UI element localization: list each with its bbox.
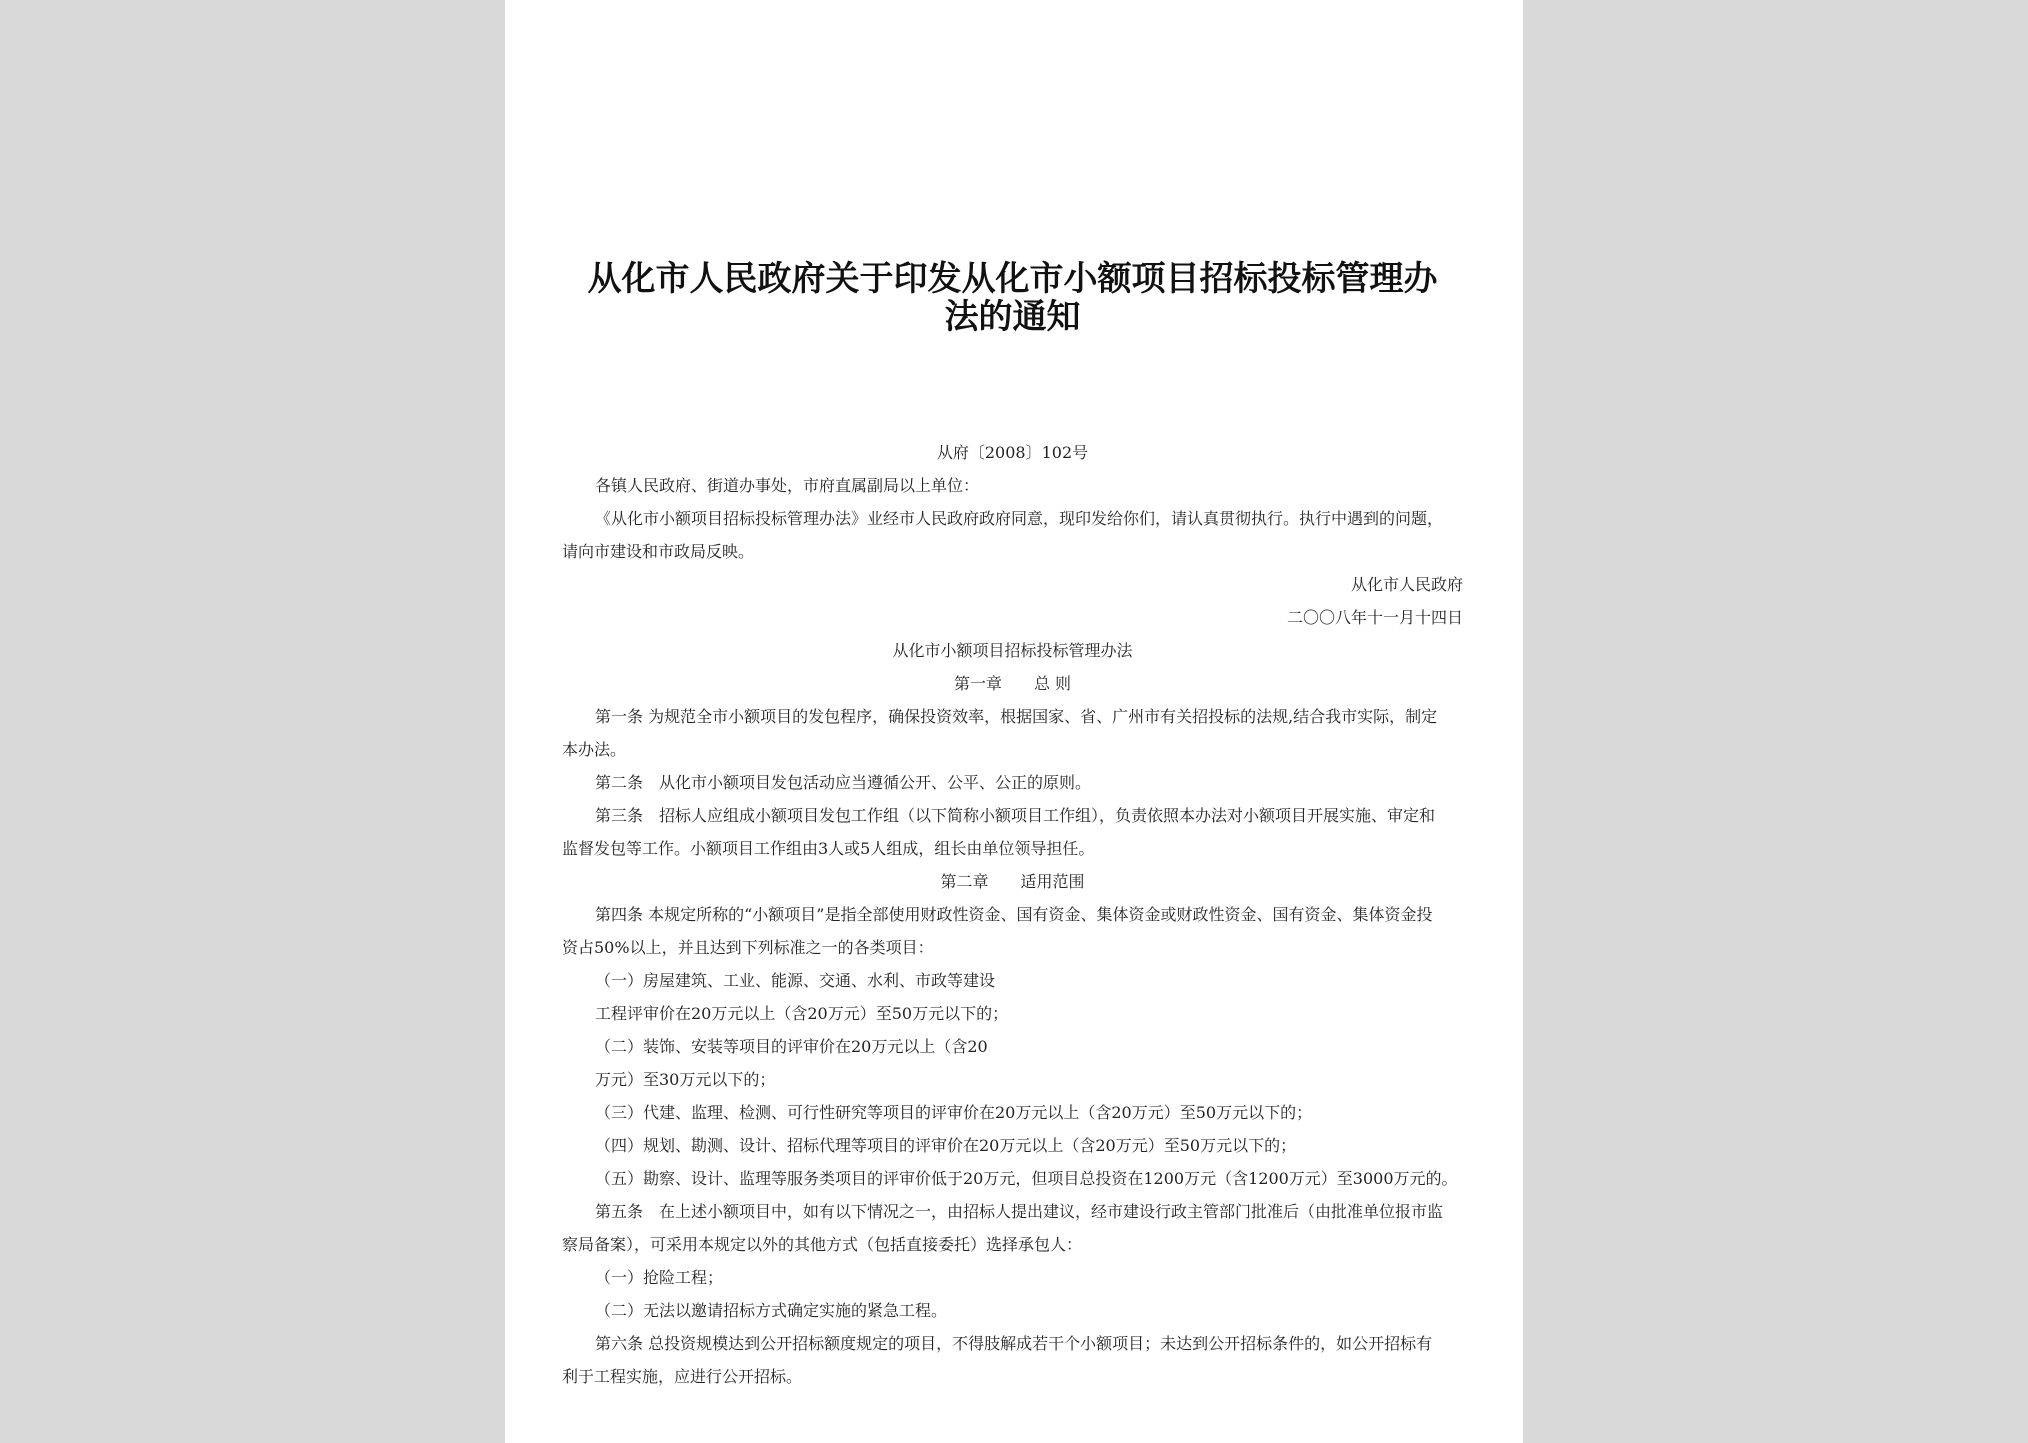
article-line: 第四条 本规定所称的“小额项目”是指全部使用财政性资金、国有资金、集体资金或财政性资金、国有资金、集体资金投 [595,905,1433,924]
document-number: 从府〔2008〕102号 [936,443,1089,462]
document-page [505,0,1523,1443]
list-item: 万元）至30万元以下的； [595,1070,776,1089]
issue-date: 二〇〇八年十一月十四日 [1286,608,1463,627]
article-line: 第三条 招标人应组成小额项目发包工作组（以下简称小额项目工作组），负责依照本办法对小额项目开展实施、审定和 [595,806,1436,825]
body-paragraph-line: 《从化市小额项目招标投标管理办法》业经市人民政府政府同意，现印发给你们，请认真贯彻执行。执行中遇到的问题， [595,509,1444,528]
article-line: 资占50%以上，并且达到下列标准之一的各类项目： [562,938,934,957]
article-line: 利于工程实施，应进行公开招标。 [562,1367,803,1386]
list-item: （三）代建、监理、检测、可行性研究等项目的评审价在20万元以上（含20万元）至50万元以下的； [595,1103,1313,1122]
issuer-signature: 从化市人民政府 [1350,575,1463,594]
document-title: 从化市人民政府关于印发从化市小额项目招标投标管理办法的通知 [587,259,1438,337]
list-item: （二）装饰、安装等项目的评审价在20万元以上（含20 [595,1037,988,1056]
list-item: （一）抢险工程； [595,1268,724,1287]
article-line: 第五条 在上述小额项目中，如有以下情况之一，由招标人提出建议，经市建设行政主管部门批准后（由批准单位报市监 [595,1202,1444,1221]
article-line: 监督发包等工作。小额项目工作组由3人或5人组成，组长由单位领导担任。 [562,839,1095,858]
chapter-heading: 第二章 适用范围 [940,872,1085,891]
article-line: 察局备案），可采用本规定以外的其他方式（包括直接委托）选择承包人： [562,1235,1083,1254]
article-line: 第六条 总投资规模达到公开招标额度规定的项目，不得肢解成若干个小额项目；未达到公开招标条件的，如公开招标有 [595,1334,1433,1353]
addressee: 各镇人民政府、街道办事处，市府直属副局以上单位： [595,476,980,495]
article-line: 本办法。 [562,740,627,759]
body-paragraph-line: 请向市建设和市政局反映。 [562,542,755,561]
measures-title: 从化市小额项目招标投标管理办法 [892,641,1133,660]
article-line: 第二条 从化市小额项目发包活动应当遵循公开、公平、公正的原则。 [595,773,1092,792]
list-item: （五）勘察、设计、监理等服务类项目的评审价低于20万元，但项目总投资在1200万元（含1200万元）至3000万元的。 [595,1169,1458,1188]
list-item: （四）规划、勘测、设计、招标代理等项目的评审价在20万元以上（含20万元）至50万元以下的； [595,1136,1297,1155]
list-item: （二）无法以邀请招标方式确定实施的紧急工程。 [595,1301,948,1320]
chapter-heading: 第一章 总 则 [953,674,1072,693]
list-item: 工程评审价在20万元以上（含20万元）至50万元以下的； [595,1004,1009,1023]
list-item: （一）房屋建筑、工业、能源、交通、水利、市政等建设 [595,971,996,990]
article-line: 第一条 为规范全市小额项目的发包程序，确保投资效率，根据国家、省、广州市有关招投标的法规,结合我市实际，制定 [595,707,1438,726]
